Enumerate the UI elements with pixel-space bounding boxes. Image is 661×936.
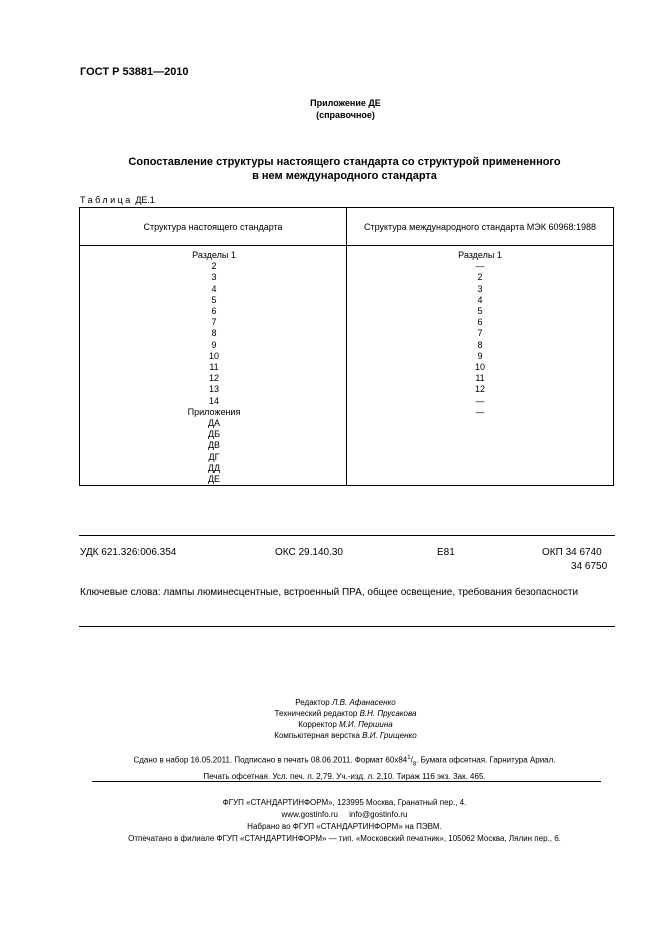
international-row: 2 (477, 272, 483, 283)
national-row: ДБ (207, 429, 220, 440)
international-row: — (475, 406, 485, 417)
national-row: ДВ (207, 440, 221, 451)
okp-code-2: 34 6750 (571, 561, 608, 572)
national-row: 14 (208, 395, 219, 406)
editor-line (30, 697, 661, 708)
udc-code: УДК 621.326:006.354 (80, 547, 177, 558)
e-code: E81 (437, 547, 455, 558)
publisher-block (0, 797, 661, 845)
international-structure-list (347, 246, 613, 418)
international-row: 12 (474, 384, 485, 395)
national-structure-list (80, 246, 346, 485)
appendix-title: Приложение ДЕ (310, 98, 381, 108)
national-row: ДЕ (207, 474, 221, 485)
print-info-paper: . Бумага офсетная. Гарнитура Ариал. (416, 755, 556, 765)
international-row: 3 (477, 283, 483, 294)
editor-name: Л.В. Афанасенко (331, 698, 396, 707)
header-international-structure: Структура международного стандарта МЭК 60968:1988 (347, 208, 614, 246)
international-row: 9 (477, 350, 483, 361)
section-title (0, 155, 661, 183)
international-row: 4 (477, 294, 483, 305)
format-fraction-numerator: 1 (407, 755, 411, 761)
national-row: 8 (211, 328, 217, 339)
section-title-line-1: Сопоставление структуры настоящего стандарта со структурой примененного (128, 156, 561, 168)
tech-editor-label: Технический редактор (274, 709, 358, 718)
print-info (0, 752, 661, 783)
corrector-line (30, 719, 661, 730)
national-row: 7 (211, 317, 217, 328)
national-row: 10 (208, 350, 219, 361)
table-label-number: ДЕ.1 (135, 195, 155, 205)
header-national-structure: Структура настоящего стандарта (80, 208, 347, 246)
top-divider (79, 535, 615, 536)
keywords: Ключевые слова: лампы люминесцентные, встроенный ПРА, общее освещение, требования безопасности (80, 587, 579, 598)
table-body-row (80, 246, 614, 486)
international-row: — (475, 395, 485, 406)
international-row: 10 (474, 362, 485, 373)
national-row: ДД (207, 462, 221, 473)
national-row: 12 (208, 373, 219, 384)
layout-label: Компьютерная верстка (274, 731, 360, 740)
corrector-label: Корректор (298, 720, 337, 729)
publisher-line-2: www.gostinfo.ru info@gostinfo.ru (281, 810, 408, 819)
editor-label: Редактор (295, 698, 330, 707)
print-info-format: Сдано в набор 16.05.2011. Подписано в печать 08.06.2011. Формат 60x84 (133, 755, 408, 765)
national-row: 13 (208, 384, 219, 395)
corrector-name: М.И. Першина (339, 720, 393, 729)
national-row: 5 (211, 294, 217, 305)
national-row: 3 (211, 272, 217, 283)
international-row: 6 (477, 317, 483, 328)
print-info-line-2: Печать офсетная. Усл. печ. л. 2,79. Уч.-изд. л. 2,10. Тираж 116 экз. Зак. 465. (203, 771, 486, 781)
document-code: ГОСТ Р 53881—2010 (80, 66, 189, 78)
structure-comparison-table (79, 207, 614, 486)
national-row: 9 (211, 339, 217, 350)
table-header-row (80, 208, 614, 246)
tech-editor-line (30, 708, 661, 719)
oks-code: ОКС 29.140.30 (275, 547, 343, 558)
national-row: 4 (211, 283, 217, 294)
international-row: — (475, 261, 485, 272)
appendix-subtitle: (справочное) (316, 110, 375, 120)
tech-editor-name: В.Н. Прусакова (359, 709, 417, 718)
table-label-word: Таблица (80, 195, 133, 205)
international-row: 7 (477, 328, 483, 339)
national-row: ДГ (208, 451, 220, 462)
international-row: 11 (475, 373, 485, 384)
national-row: Приложения (187, 406, 241, 417)
editors-block (0, 697, 661, 741)
appendix-heading (0, 97, 661, 121)
international-row: Разделы 1 (458, 250, 502, 260)
international-structure-cell (347, 246, 614, 486)
layout-line (30, 730, 661, 741)
national-row: 2 (211, 261, 217, 272)
publisher-divider (92, 781, 601, 782)
table-label (80, 195, 155, 205)
national-structure-cell (80, 246, 347, 486)
publisher-line-3: Набрано во ФГУП «СТАНДАРТИНФОРМ» на ПЭВМ. (247, 822, 442, 831)
national-row: ДА (207, 418, 221, 429)
national-row: 6 (211, 306, 217, 317)
national-row: Разделы 1 (192, 250, 236, 260)
national-row: 11 (209, 362, 219, 373)
section-title-line-2: в нем международного стандарта (252, 170, 437, 182)
okp-code-1: ОКП 34 6740 (542, 547, 602, 558)
bottom-divider (79, 626, 615, 627)
print-info-line-1: Сдано в набор 16.05.2011. Подписано в печать 08.06.2011. Формат $60x84^1/_8$. Бумага офсетная. Гарнитура Ариал. (133, 755, 556, 768)
layout-name: В.И. Грищенко (362, 731, 417, 740)
format-fraction-denominator: 8 (412, 761, 417, 768)
publisher-line-4: Отпечатано в филиале ФГУП «СТАНДАРТИНФОРМ» — тип. «Московский печатник», 105062 Москва, Лялин пер., 6. (128, 834, 561, 843)
publisher-line-1: ФГУП «СТАНДАРТИНФОРМ», 123995 Москва, Гранатный пер., 4. (222, 798, 467, 807)
international-row: 5 (477, 306, 483, 317)
international-row: 8 (477, 339, 483, 350)
